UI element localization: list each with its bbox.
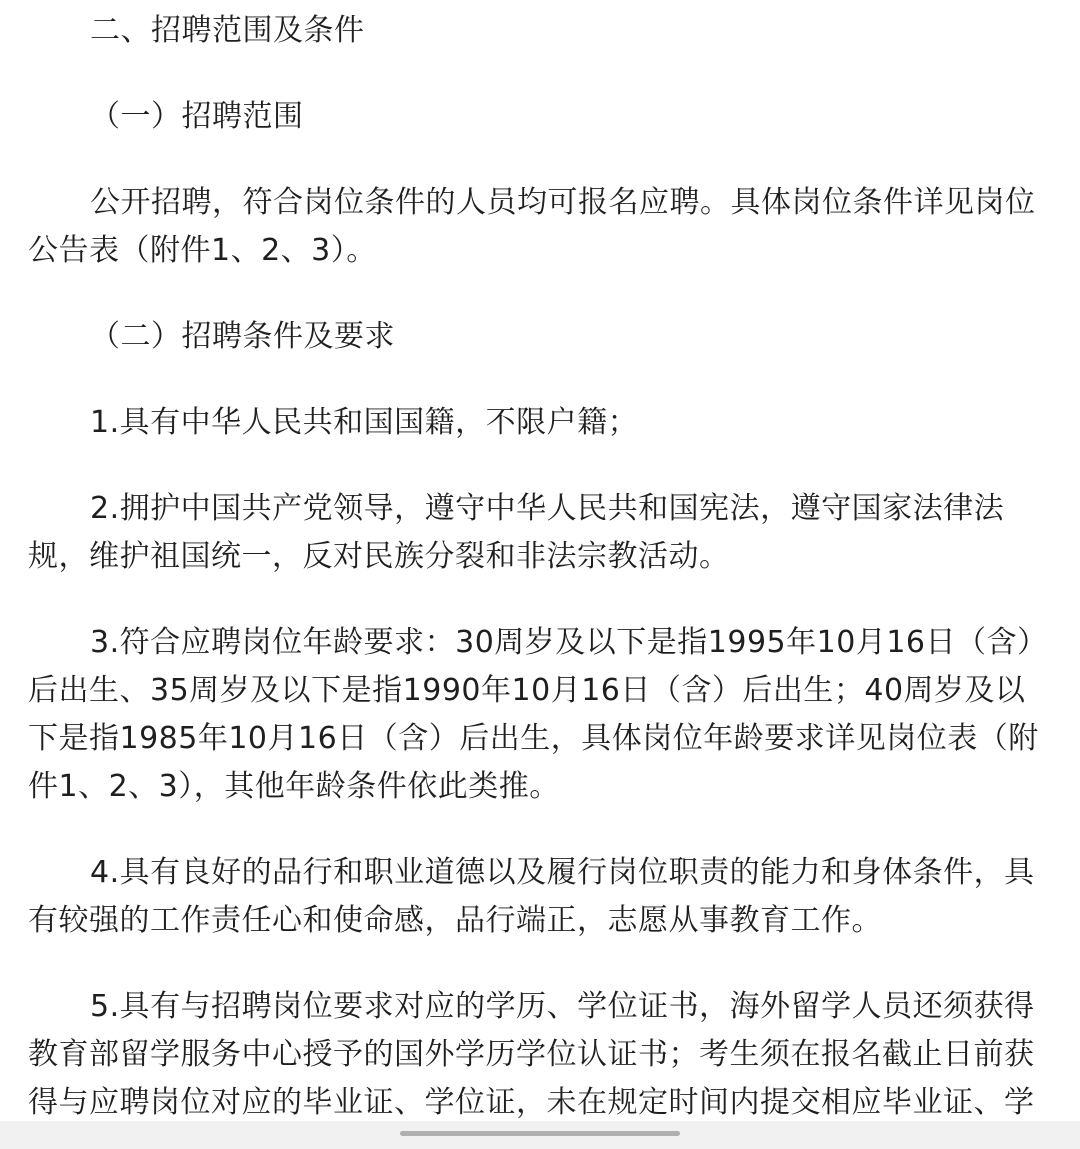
condition-item-4: 4.具有良好的品行和职业道德以及履行岗位职责的能力和身体条件，具有较强的工作责任心和使命感，品行端正，志愿从事教育工作。 bbox=[28, 855, 1035, 938]
condition-item-2: 2.拥护中国共产党领导，遵守中华人民共和国宪法，遵守国家法律法规，维护祖国统一，反对民族分裂和非法宗教活动。 bbox=[28, 491, 1005, 574]
scope-paragraph: 公开招聘，符合岗位条件的人员均可报名应聘。具体岗位条件详见岗位公告表（附件1、2、3）。 bbox=[28, 185, 1036, 268]
gesture-handle[interactable] bbox=[400, 1131, 680, 1136]
condition-item-5: 5.具有与招聘岗位要求对应的学历、学位证书，海外留学人员还须获得教育部留学服务中心授予的国外学历学位认证书；考生须在报名截止日前获得与应聘岗位对应的毕业证、学位证，未在规定时间内提交相应毕业证、学 bbox=[28, 989, 1035, 1120]
navigation-bar bbox=[0, 1121, 1080, 1149]
sub-heading-conditions: （二）招聘条件及要求 bbox=[90, 319, 395, 354]
sub-heading-scope: （一）招聘范围 bbox=[90, 99, 304, 134]
section-heading: 二、招聘范围及条件 bbox=[90, 13, 365, 48]
article-body bbox=[28, 0, 1052, 1127]
condition-item-1: 1.具有中华人民共和国国籍，不限户籍； bbox=[90, 405, 639, 440]
condition-item-3: 3.符合应聘岗位年龄要求：30周岁及以下是指1995年10月16日（含）后出生、35周岁及以下是指1990年10月16日（含）后出生；40周岁及以下是指1985年10月16日（含）后出生，具体岗位年龄要求详见岗位表（附件1、2、3），其他年龄条件依此类推。 bbox=[28, 625, 1048, 804]
